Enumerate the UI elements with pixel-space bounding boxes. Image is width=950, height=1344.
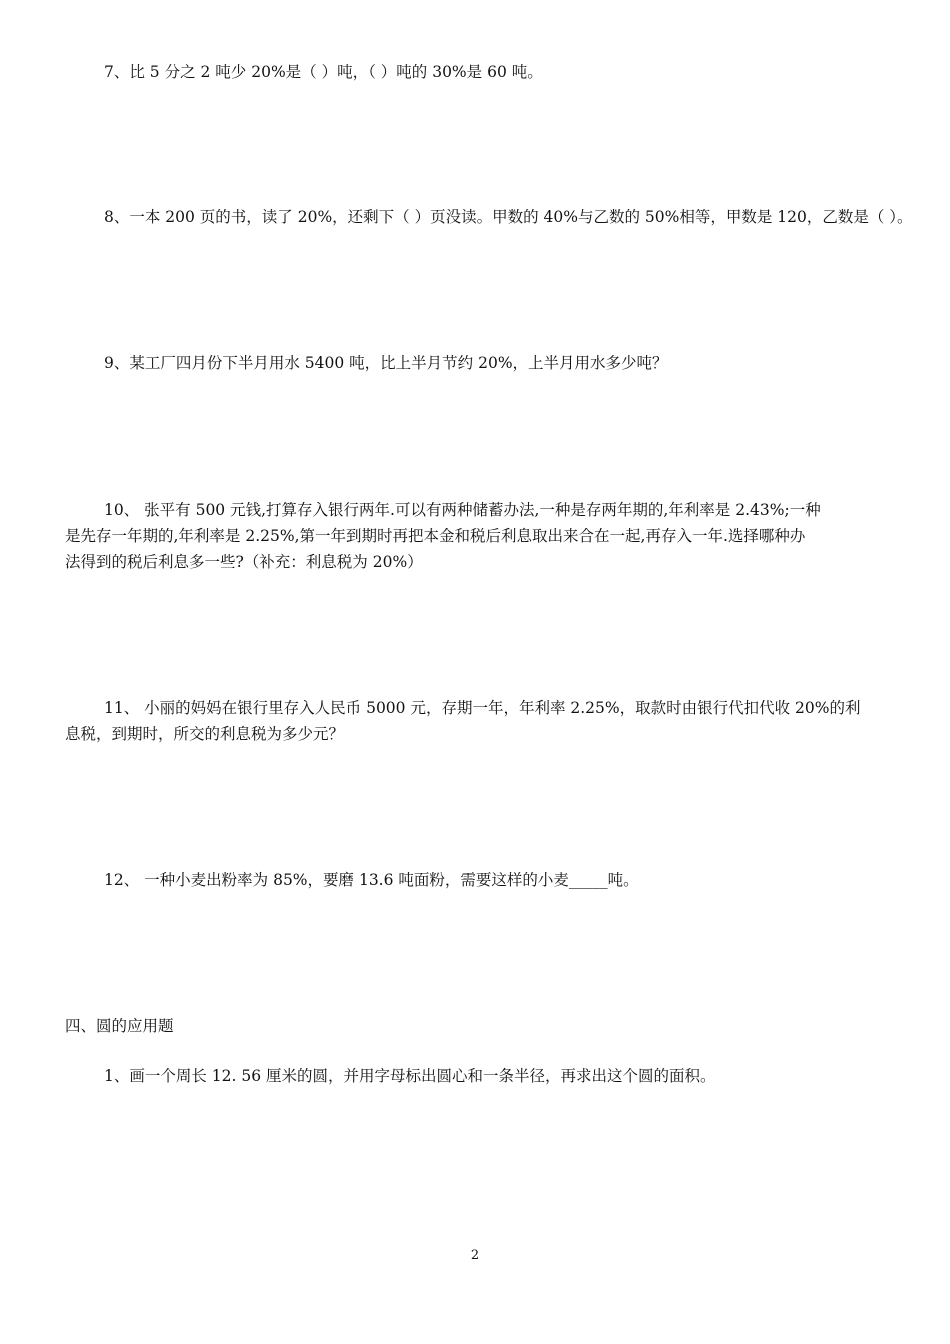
question-12: 12、 一种小麦出粉率为 85%，要磨 13.6 吨面粉，需要这样的小麦_____吨。: [104, 871, 639, 889]
section-4-heading: 四、圆的应用题: [65, 1017, 174, 1035]
question-10-line-2: 是先存一年期的,年利率是 2.25%,第一年到期时再把本金和税后利息取出来合在一起,再存入一年.选择哪种办: [65, 527, 806, 545]
page-number: 2: [470, 1248, 480, 1263]
question-10-line-3: 法得到的税后利息多一些?（补充：利息税为 20%）: [65, 553, 423, 571]
question-11-line-1: 11、 小丽的妈妈在银行里存入人民币 5000 元，存期一年，年利率 2.25%，取款时由银行代扣代收 20%的利: [104, 699, 861, 717]
question-10-line-1: 10、 张平有 500 元钱,打算存入银行两年.可以有两种储蓄办法,一种是存两年期的,年利率是 2.43%;一种: [104, 501, 821, 519]
question-7: 7、比 5 分之 2 吨少 20%是（ ）吨，（ ）吨的 30%是 60 吨。: [104, 63, 543, 81]
question-11-line-2: 息税，到期时，所交的利息税为多少元？: [65, 725, 345, 743]
question-9: 9、某工厂四月份下半月用水 5400 吨，比上半月节约 20%，上半月用水多少吨？: [104, 354, 668, 372]
section-4-question-1: 1、画一个周长 12. 56 厘米的圆，并用字母标出圆心和一条半径，再求出这个圆的面积。: [104, 1067, 716, 1085]
question-8: 8、一本 200 页的书，读了 20%，还剩下（ ）页没读。甲数的 40%与乙数的 50%相等，甲数是 120，乙数是（ ）。: [104, 208, 913, 226]
